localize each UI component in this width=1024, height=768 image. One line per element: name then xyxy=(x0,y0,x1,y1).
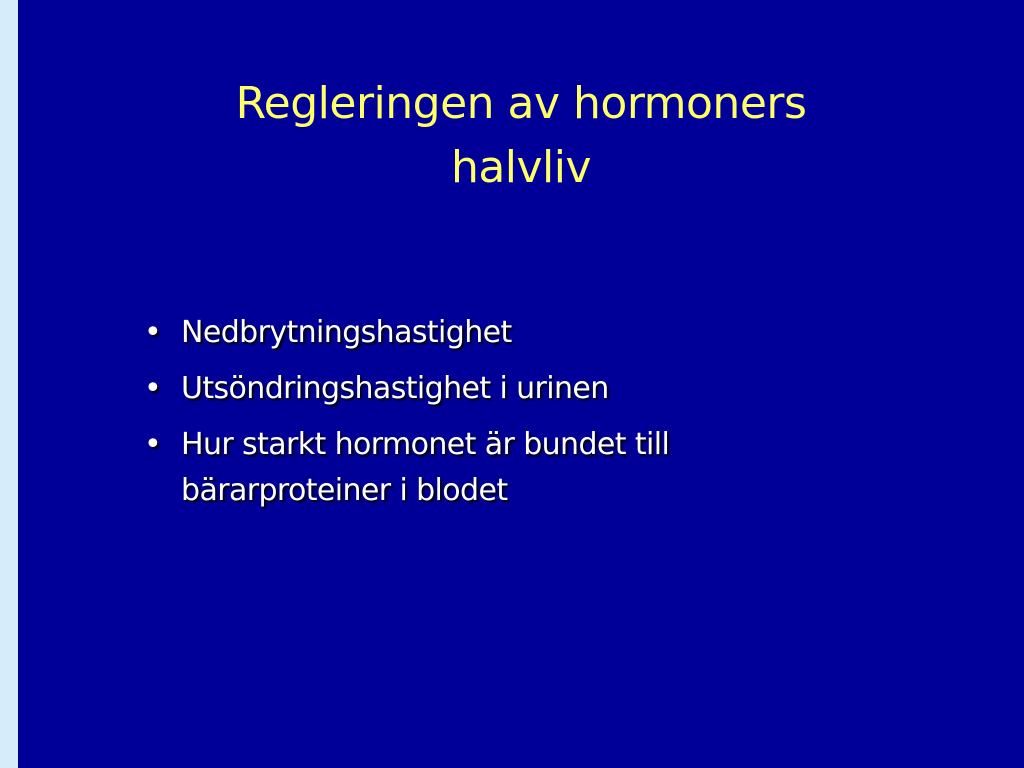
slide-title xyxy=(18,72,1024,200)
bullet-dot-icon: • xyxy=(144,315,162,350)
bullet-text: Utsöndringshastighet i urinen xyxy=(181,371,609,406)
slide xyxy=(18,0,1024,768)
bullet-item xyxy=(144,310,844,356)
slide-title-line-2: halvliv xyxy=(450,142,592,193)
bullet-text: Hur starkt hormonet är bundet till bärarproteiner i blodet xyxy=(181,427,670,508)
bullet-item xyxy=(144,366,844,412)
bullet-text: Nedbrytningshastighet xyxy=(181,315,512,350)
bullet-item xyxy=(144,422,844,514)
left-edge-strip xyxy=(0,0,18,768)
bullet-dot-icon: • xyxy=(144,371,162,406)
bullet-list xyxy=(144,310,844,524)
bullet-dot-icon: • xyxy=(144,427,162,462)
slide-title-line-1: Regleringen av hormoners xyxy=(235,78,807,129)
